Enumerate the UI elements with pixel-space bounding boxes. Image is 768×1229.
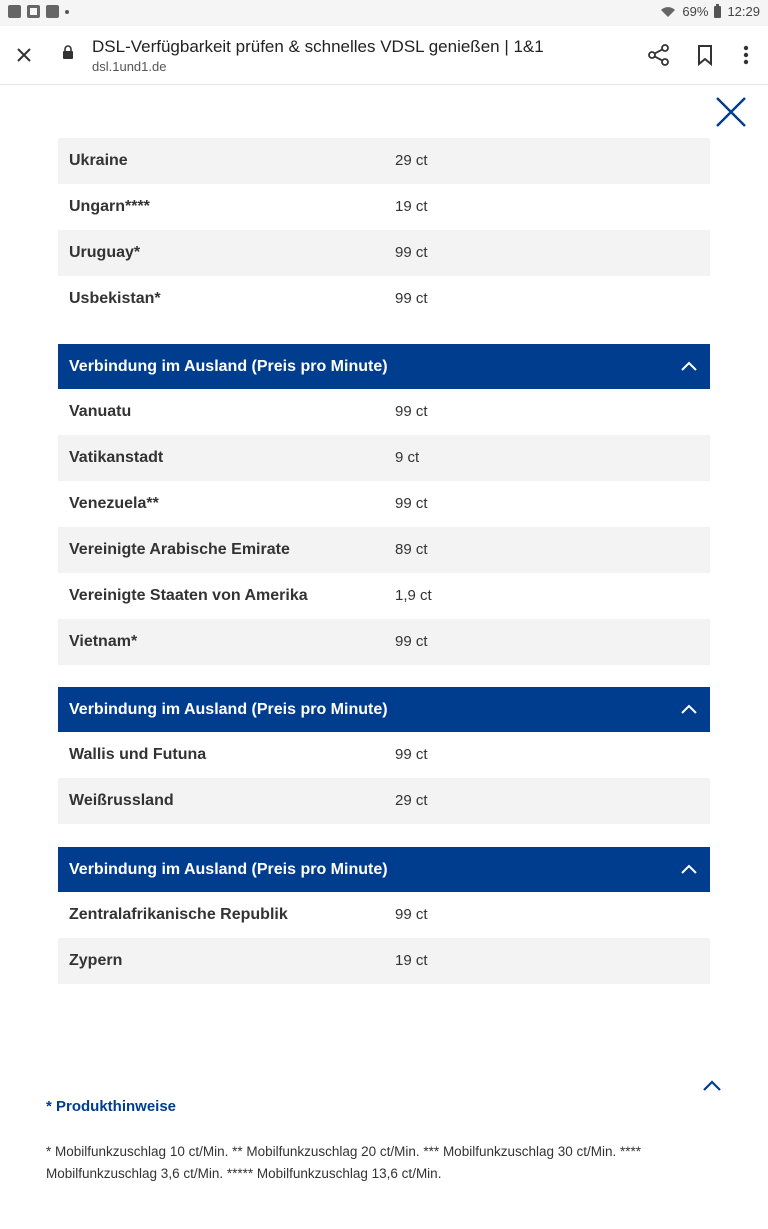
table-row — [58, 138, 710, 184]
section-header-label: Verbindung im Ausland (Preis pro Minute) — [69, 701, 388, 718]
notification-icons — [8, 5, 69, 18]
chevron-up-icon[interactable] — [680, 701, 698, 717]
section-header-label: Verbindung im Ausland (Preis pro Minute) — [69, 358, 388, 375]
price-table-z — [58, 847, 710, 984]
country-name: Venezuela** — [69, 495, 159, 512]
country-name: Vereinigte Arabische Emirate — [69, 541, 290, 558]
table-row — [58, 276, 710, 322]
country-name: Vietnam* — [69, 633, 138, 650]
price-value: 99 ct — [395, 906, 428, 923]
table-row — [58, 892, 710, 938]
country-name: Ungarn**** — [69, 198, 150, 215]
price-value: 29 ct — [395, 792, 428, 809]
country-name: Vatikanstadt — [69, 449, 164, 466]
price-value: 19 ct — [395, 952, 428, 969]
price-value: 99 ct — [395, 290, 428, 307]
price-value: 99 ct — [395, 746, 428, 763]
table-row — [58, 619, 710, 665]
price-table-w — [58, 687, 710, 824]
browser-toolbar — [0, 26, 768, 85]
lock-icon — [62, 45, 74, 59]
table-row — [58, 230, 710, 276]
clock: 12:29 — [727, 4, 760, 19]
table-row — [58, 435, 710, 481]
product-notes-text: * Mobilfunkzuschlag 10 ct/Min. ** Mobilfunkzuschlag 20 ct/Min. *** Mobilfunkzuschlag 30 ct/Min. **** Mobilfunkzuschlag 3,6 ct/Min. ***** Mobilfunkzuschlag 13,6 ct/Min. — [46, 1144, 642, 1181]
price-table-v — [58, 344, 710, 665]
country-name: Weißrussland — [69, 792, 174, 809]
price-value: 89 ct — [395, 541, 428, 558]
price-value: 19 ct — [395, 198, 428, 215]
more-notifications-icon — [65, 10, 69, 14]
country-name: Ukraine — [69, 152, 128, 169]
price-value: 29 ct — [395, 152, 428, 169]
page-url[interactable]: dsl.1und1.de — [92, 59, 167, 74]
wifi-icon — [660, 6, 676, 18]
country-name: Uruguay* — [69, 244, 141, 261]
close-icon[interactable] — [12, 43, 36, 67]
table-row — [58, 778, 710, 824]
table-row — [58, 938, 710, 984]
product-notes-title[interactable]: * Produkthinweise — [46, 1098, 177, 1115]
table-row — [58, 389, 710, 435]
gallery-notification-icon — [8, 5, 21, 18]
table-row — [58, 184, 710, 230]
status-bar — [0, 0, 768, 26]
table-row — [58, 481, 710, 527]
section-header[interactable] — [58, 687, 710, 732]
country-name: Zentralafrikanische Republik — [69, 906, 288, 923]
bookmark-icon[interactable] — [694, 42, 716, 68]
chevron-up-icon[interactable] — [701, 1077, 723, 1095]
table-row — [58, 527, 710, 573]
country-name: Usbekistan* — [69, 290, 161, 307]
chevron-up-icon[interactable] — [680, 358, 698, 374]
more-icon[interactable] — [736, 42, 756, 68]
country-name: Vereinigte Staaten von Amerika — [69, 587, 308, 604]
price-value: 9 ct — [395, 449, 420, 466]
share-icon[interactable] — [646, 42, 672, 68]
price-value: 1,9 ct — [395, 587, 432, 604]
table-row — [58, 573, 710, 619]
country-name: Vanuatu — [69, 403, 132, 420]
battery-percent: 69% — [682, 4, 709, 19]
price-value: 99 ct — [395, 495, 428, 512]
app-notification-icon — [27, 5, 40, 18]
page-title: DSL-Verfügbarkeit prüfen & schnelles VDSL genießen | 1&1 — [92, 37, 544, 56]
country-name: Zypern — [69, 952, 123, 969]
overlay-close-icon[interactable] — [712, 93, 750, 131]
price-value: 99 ct — [395, 244, 428, 261]
chevron-up-icon[interactable] — [680, 861, 698, 877]
price-value: 99 ct — [395, 633, 428, 650]
country-name: Wallis und Futuna — [69, 746, 207, 763]
price-table-u — [58, 138, 710, 322]
section-header[interactable] — [58, 344, 710, 389]
table-row — [58, 732, 710, 778]
screenshot-notification-icon — [46, 5, 59, 18]
price-value: 99 ct — [395, 403, 428, 420]
battery-icon — [714, 6, 721, 18]
section-header[interactable] — [58, 847, 710, 892]
section-header-label: Verbindung im Ausland (Preis pro Minute) — [69, 861, 388, 878]
